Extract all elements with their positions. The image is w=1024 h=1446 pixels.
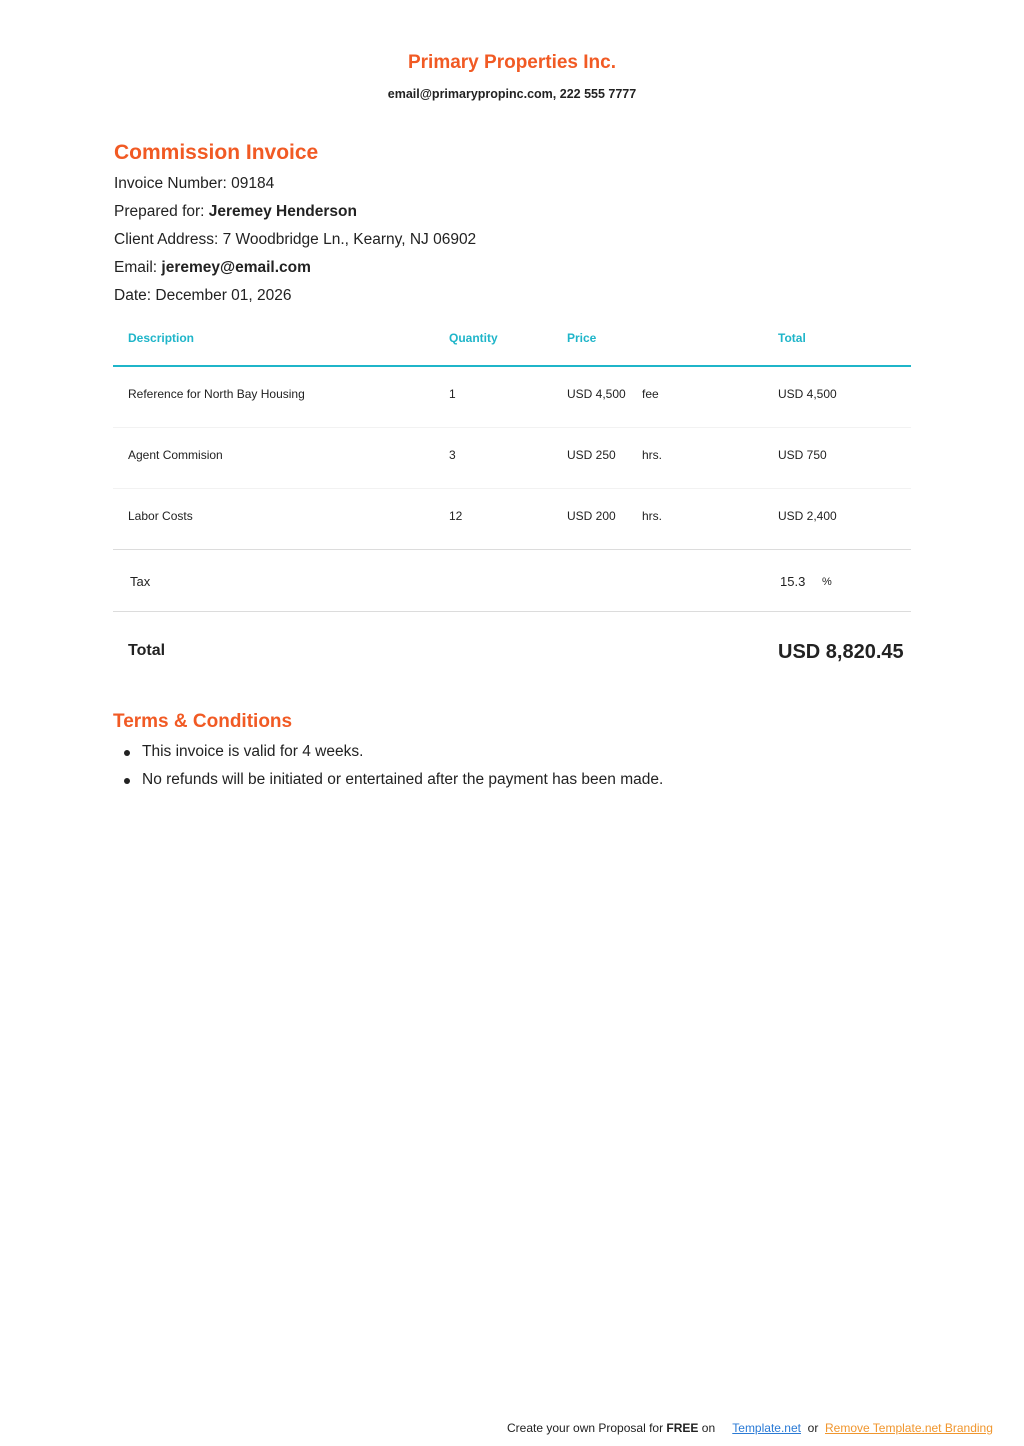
- remove-branding-link[interactable]: Remove Template.net Branding: [825, 1421, 993, 1435]
- row-unit: hrs.: [642, 448, 663, 462]
- footer-free: FREE: [666, 1421, 699, 1435]
- footer-on: on: [701, 1421, 716, 1435]
- row-unit: hrs.: [642, 509, 663, 523]
- tax-divider: [113, 611, 911, 612]
- label: Date:: [114, 287, 152, 304]
- row-total: USD 4,500: [778, 387, 837, 401]
- label: Email:: [114, 259, 158, 276]
- address-value: 7 Woodbridge Ln., Kearny, NJ 06902: [222, 231, 477, 248]
- total-label: Total: [128, 642, 166, 659]
- template-link[interactable]: Template.net: [732, 1421, 801, 1435]
- email-value: jeremey@email.com: [161, 259, 311, 276]
- date-value: December 01, 2026: [155, 287, 292, 304]
- tax-label: Tax: [130, 574, 151, 589]
- client-address: [114, 231, 476, 249]
- terms-title: Terms & Conditions: [113, 711, 293, 732]
- company-contact: email@primarypropinc.com, 222 555 7777: [387, 87, 637, 101]
- footer-or: or: [807, 1421, 819, 1435]
- row-quantity: 3: [449, 448, 456, 462]
- header-divider: [113, 365, 911, 367]
- tax-unit: %: [822, 576, 832, 588]
- terms-item: [124, 771, 663, 789]
- prepared-for: [114, 203, 357, 221]
- label: Prepared for:: [114, 203, 205, 220]
- row-total: USD 2,400: [778, 509, 837, 523]
- col-description: Description: [128, 331, 195, 345]
- invoice-title: Commission Invoice: [114, 141, 319, 164]
- row-unit: fee: [642, 387, 659, 401]
- label: Client Address:: [114, 231, 219, 248]
- row-divider: [113, 427, 911, 428]
- row-divider: [113, 488, 911, 489]
- row-total: USD 750: [778, 448, 827, 462]
- row-quantity: 1: [449, 387, 456, 401]
- invoice-number: [114, 175, 274, 193]
- footer-branding: [507, 1421, 993, 1435]
- client-name: Jeremey Henderson: [208, 203, 357, 220]
- col-total: Total: [778, 331, 806, 345]
- row-description: Agent Commision: [128, 448, 223, 462]
- footer-text: Create your own Proposal for: [507, 1421, 664, 1435]
- col-quantity: Quantity: [449, 331, 498, 345]
- row-divider: [113, 549, 911, 550]
- client-email: [114, 259, 311, 277]
- company-name: Primary Properties Inc.: [407, 52, 617, 73]
- row-price: USD 250: [567, 448, 616, 462]
- row-quantity: 12: [449, 509, 463, 523]
- total-value: USD 8,820.45: [778, 641, 904, 663]
- row-price: USD 4,500: [567, 387, 626, 401]
- terms-text: No refunds will be initiated or entertained after the payment has been made.: [142, 771, 664, 788]
- invoice-date: [114, 287, 292, 305]
- tax-value: 15.3: [780, 574, 806, 589]
- row-description: Reference for North Bay Housing: [128, 387, 305, 401]
- label: Invoice Number:: [114, 175, 227, 192]
- invoice-number-value: 09184: [231, 175, 275, 192]
- row-description: Labor Costs: [128, 509, 193, 523]
- terms-text: This invoice is valid for 4 weeks.: [142, 743, 364, 760]
- row-price: USD 200: [567, 509, 616, 523]
- terms-item: [124, 743, 363, 761]
- col-price: Price: [567, 331, 597, 345]
